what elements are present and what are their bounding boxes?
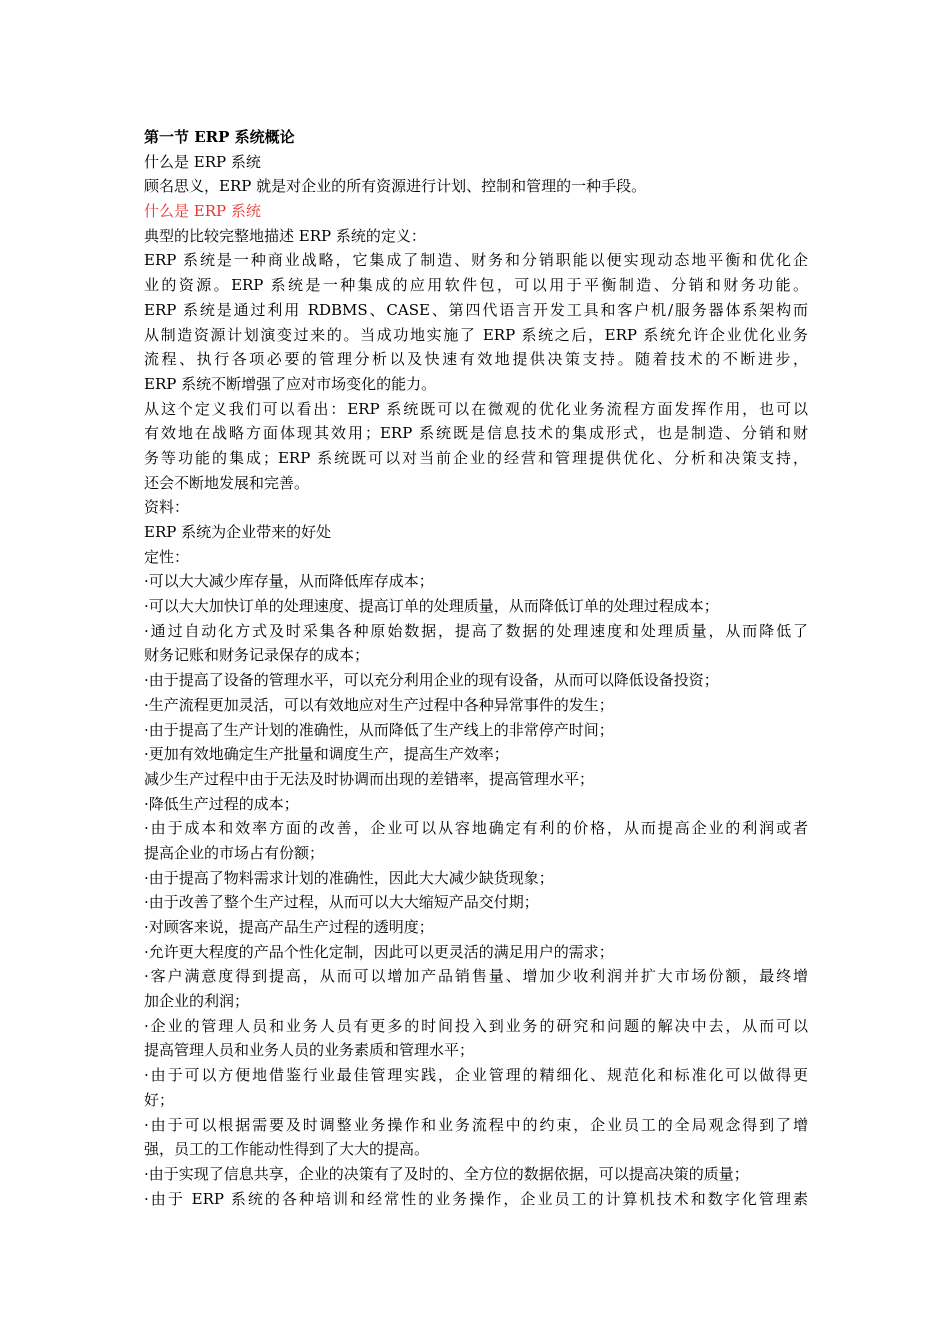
paragraph-line: 业的资源。ERP 系统是一种集成的应用软件包，可以用于平衡制造、分销和财务功能。 — [144, 276, 808, 295]
list-item: ·由于提高了物料需求计划的准确性，因此大大减少缺货现象； — [144, 868, 554, 887]
list-item: ·由于可以根据需要及时调整业务操作和业务流程中的约束，企业员工的全局观念得到了增 — [144, 1115, 808, 1134]
list-item-continuation: 好； — [144, 1090, 175, 1109]
paragraph-line: 有效地在战略方面体现其效用；ERP 系统既是信息技术的集成形式，也是制造、分销和财 — [144, 424, 808, 443]
label-materials: 资料： — [144, 498, 190, 517]
list-item: ·对顾客来说，提高产品生产过程的透明度； — [144, 918, 434, 936]
list-item-continuation: 强，员工的工作能动性得到了大大的提高。 — [144, 1140, 430, 1159]
paragraph-line: 从这个定义我们可以看出：ERP 系统既可以在微观的优化业务流程方面发挥作用，也可以 — [144, 399, 808, 418]
list-item: ·由于成本和效率方面的改善，企业可以从容地确定有利的价格，从而提高企业的利润或者 — [144, 819, 808, 838]
list-item: ·更加有效地确定生产批量和调度生产，提高生产效率； — [144, 745, 509, 764]
list-item: ·由于改善了整个生产过程，从而可以大大缩短产品交付期； — [144, 893, 539, 912]
list-item: ·企业的管理人员和业务人员有更多的时间投入到业务的研究和问题的解决中去，从而可以 — [144, 1016, 808, 1035]
list-item: ·降低生产过程的成本； — [144, 794, 299, 813]
list-item: ·允许更大程度的产品个性化定制，因此可以更灵活的满足用户的需求； — [144, 942, 614, 961]
red-subheading-what-is-erp: 什么是 ERP 系统 — [144, 202, 261, 221]
list-item: ·通过自动化方式及时采集各种原始数据，提高了数据的处理速度和处理质量，从而降低了 — [144, 621, 808, 640]
paragraph-line: ERP 系统是通过利用 RDBMS、CASE、第四代语言开发工具和客户机/服务器体系架构而 — [144, 300, 808, 319]
list-item: ·可以大大加快订单的处理速度、提高订单的处理质量，从而降低订单的处理过程成本； — [144, 597, 719, 616]
paragraph-line: 流程、执行各项必要的管理分析以及快速有效地提供决策支持。随着技术的不断进步， — [144, 350, 808, 369]
paragraph-line: 典型的比较完整地描述 ERP 系统的定义： — [144, 226, 426, 245]
paragraph-line: ERP 系统是一种商业战略，它集成了制造、财务和分销职能以便实现动态地平衡和优化企 — [144, 251, 808, 270]
document-page — [144, 125, 808, 1211]
list-item: 减少生产过程中由于无法及时协调而出现的差错率，提高管理水平； — [144, 769, 595, 788]
section-heading: 第一节 ERP 系统概论 — [144, 128, 295, 146]
list-item-continuation: 提高管理人员和业务人员的业务素质和管理水平； — [144, 1041, 475, 1060]
paragraph-line: ERP 系统不断增强了应对市场变化的能力。 — [144, 374, 437, 393]
subheading-benefits: ERP 系统为企业带来的好处 — [144, 523, 332, 541]
list-item: ·客户满意度得到提高，从而可以增加产品销售量、增加少收利润并扩大市场份额，最终增 — [144, 967, 808, 986]
list-item-continuation: 提高企业的市场占有份额； — [144, 843, 325, 862]
list-item: ·由于可以方便地借鉴行业最佳管理实践，企业管理的精细化、规范化和标准化可以做得更 — [144, 1066, 808, 1085]
label-qualitative: 定性： — [144, 547, 190, 566]
paragraph-line: 还会不断地发展和完善。 — [144, 473, 310, 492]
list-item: ·由于 ERP 系统的各种培训和经常性的业务操作，企业员工的计算机技术和数字化管理素 — [144, 1189, 808, 1208]
list-item-continuation: 加企业的利润； — [144, 992, 250, 1011]
list-item: ·由于提高了设备的管理水平，可以充分利用企业的现有设备，从而可以降低设备投资； — [144, 671, 719, 690]
list-item: ·由于实现了信息共享，企业的决策有了及时的、全方位的数据依据，可以提高决策的质量； — [144, 1164, 749, 1183]
list-item: ·生产流程更加灵活，可以有效地应对生产过程中各种异常事件的发生； — [144, 695, 614, 714]
list-item: ·由于提高了生产计划的准确性，从而降低了生产线上的非常停产时间； — [144, 720, 614, 739]
paragraph-line: 从制造资源计划演变过来的。当成功地实施了 ERP 系统之后，ERP 系统允许企业优化业务 — [144, 325, 808, 344]
list-item: ·可以大大减少库存量，从而降低库存成本； — [144, 572, 434, 591]
paragraph-line: 务等功能的集成；ERP 系统既可以对当前企业的经营和管理提供优化、分析和决策支持， — [144, 448, 808, 467]
paragraph-line: 顾名思义，ERP 就是对企业的所有资源进行计划、控制和管理的一种手段。 — [144, 177, 647, 196]
subheading-what-is-erp: 什么是 ERP 系统 — [144, 152, 261, 171]
list-item-continuation: 财务记账和财务记录保存的成本； — [144, 646, 370, 665]
